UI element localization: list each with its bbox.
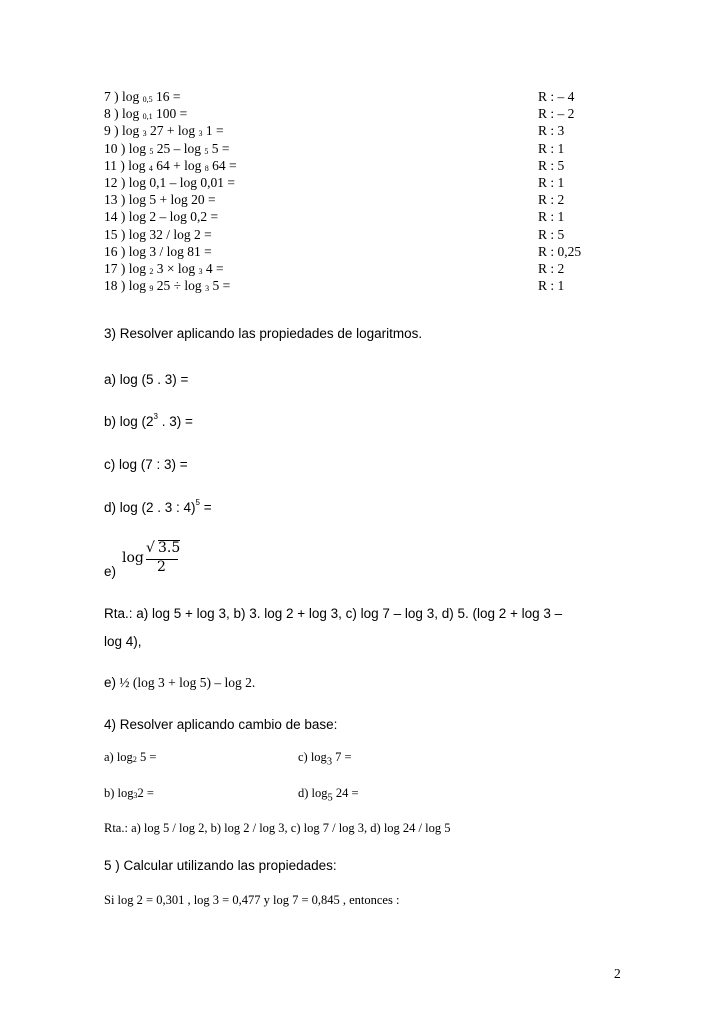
exercise-row: 8 ) log $_{0,1}$ 100 = R : – 2: [104, 106, 575, 122]
answer: R : 1: [538, 209, 565, 225]
exercise-row: 9 ) log $_3$ 27 + log $_3$ 1 = R : 3: [104, 123, 565, 139]
answer: R : 5: [538, 226, 565, 242]
item-c: c) $\log_3 7$ =: [298, 750, 352, 768]
item-e-label: e): [104, 564, 117, 579]
answer: R : 5: [538, 157, 565, 173]
exercise-list: [104, 88, 624, 294]
log-fraction-formula: [120, 540, 182, 576]
exercise-row: 12 ) log 0,1 – log 0,01 = R : 1: [104, 174, 565, 190]
answer: R : – 4: [538, 89, 575, 104]
radicand: 3.5: [158, 540, 181, 556]
answer: R : 1: [538, 278, 565, 294]
section5-text: Si log 2 = 0,301 , log 3 = 0,477 y log 7 = 0,845 , entonces :: [104, 893, 400, 907]
exercise-row: 7 ) log $_{0,5}$ 16 = R : – 4: [104, 89, 575, 104]
section5-title: 5 ) Calcular utilizando las propiedades:: [104, 858, 337, 873]
exercise-row: 13 ) log 5 + log 20 = R : 2: [104, 192, 565, 208]
item-b: b) $\log (2^3$ . 3) =: [104, 412, 193, 429]
section3-answer-e: e) ½ (log 3 + log 5) – log 2.: [104, 675, 256, 690]
log-label: log: [122, 550, 144, 566]
exercise-row: 11 ) log $_4$ 64 + log $_8$ 64 = R : 5: [104, 157, 565, 173]
item-d: d) $\log_5 24$ =: [298, 786, 359, 804]
item-a: a) $\log_2 5$ =: [104, 750, 157, 764]
section4-answer: Rta.: a) log 5 / log 2, b) log 2 / log 3, c) log 7 / log 3, d) log 24 / log 5: [104, 821, 451, 835]
answer: R : 2: [538, 260, 565, 276]
answer: R : – 2: [538, 106, 575, 122]
denominator: 2: [157, 559, 166, 575]
exercise-row: 14 ) log 2 – log 0,2 = R : 1: [104, 209, 565, 225]
item-d: d) log (2 . 3 : 4)$^5$ =: [104, 498, 212, 515]
exercise-row: 16 ) log 3 / log 81 = R : 0,25: [104, 243, 582, 259]
section3-answer-line2: log 4),: [104, 634, 142, 649]
item-c: c) log (7 : 3) =: [104, 457, 188, 472]
section4-title: 4) Resolver aplicando cambio de base:: [104, 717, 338, 732]
exercise-row: 10 ) log $_5$ 25 – log $_5$ 5 = R : 1: [104, 140, 565, 156]
exercise-row: 17 ) log $_2$ 3 × log $_3$ 4 = R : 2: [104, 260, 565, 276]
item-a: a) log (5 . 3) =: [104, 372, 189, 387]
answer: R : 3: [538, 123, 565, 139]
exercise-row: 15 ) log 32 / log 2 = R : 5: [104, 226, 565, 242]
answer: R : 1: [538, 174, 565, 190]
answer: R : 2: [538, 192, 565, 208]
answer: R : 0,25: [538, 243, 582, 259]
section3-title: 3) Resolver aplicando las propiedades de logaritmos.: [104, 326, 423, 341]
section3-answer-line1: Rta.: a) log 5 + log 3, b) 3. log 2 + log 3, c) log 7 – log 3, d) 5. (log 2 + log 3 –: [104, 606, 563, 621]
sqrt-icon: √: [146, 540, 155, 556]
item-b: b) $\log_32$ =: [104, 786, 154, 800]
page-number: 2: [614, 966, 621, 981]
exercise-row: 18 ) log $_9$ 25 ÷ log $_3$ 5 = R : 1: [104, 278, 565, 294]
answer: R : 1: [538, 140, 565, 156]
